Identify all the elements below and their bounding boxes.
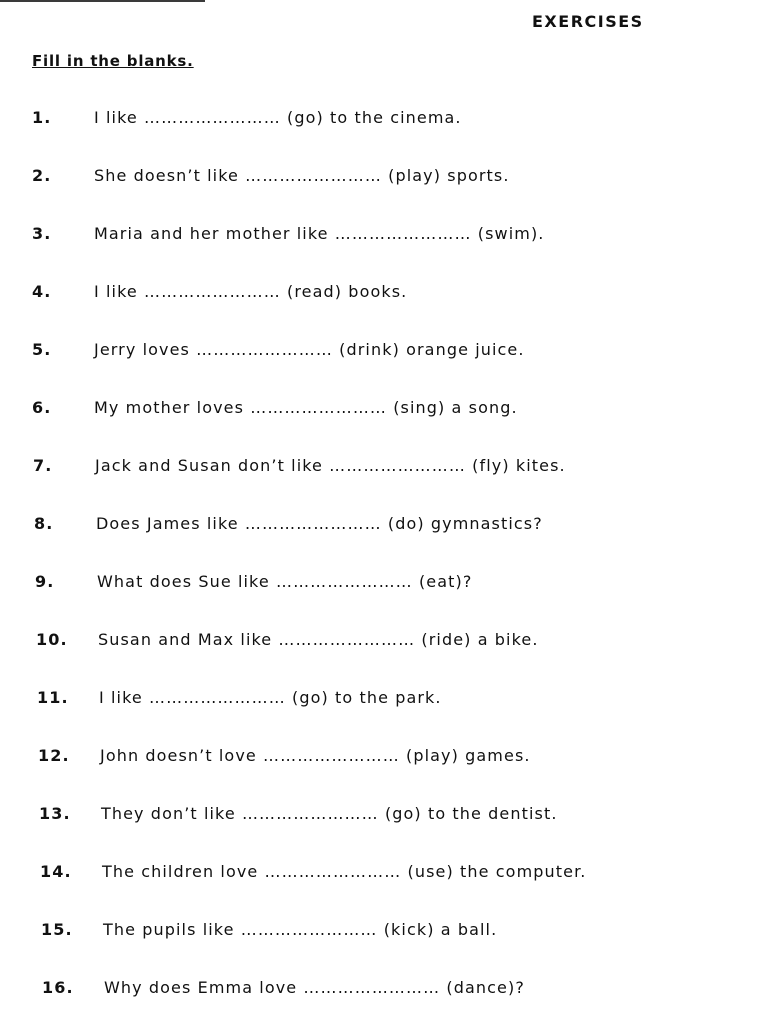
exercise-item <box>42 978 525 997</box>
exercise-sentence: My mother loves …………………… (sing) a song. <box>94 398 518 417</box>
exercise-item <box>35 572 472 591</box>
exercise-item <box>37 688 442 707</box>
page-heading: EXERCISES <box>532 12 644 31</box>
exercise-sentence: They don’t like …………………… (go) to the dentist. <box>101 804 558 823</box>
exercise-number: 14. <box>40 862 72 881</box>
exercise-number: 11. <box>37 688 69 707</box>
exercise-item <box>34 514 543 533</box>
exercise-item <box>36 630 539 649</box>
exercise-sentence: Jack and Susan don’t like …………………… (fly) kites. <box>95 456 566 475</box>
exercise-item <box>32 398 518 417</box>
exercise-sentence: The pupils like …………………… (kick) a ball. <box>103 920 498 939</box>
exercise-number: 9. <box>35 572 55 591</box>
exercise-item <box>40 862 586 881</box>
exercise-number: 4. <box>32 282 52 301</box>
exercise-item <box>41 920 497 939</box>
scan-edge-line <box>0 0 205 2</box>
exercise-sentence: Why does Emma love …………………… (dance)? <box>104 978 525 997</box>
exercise-number: 6. <box>32 398 52 417</box>
exercise-item <box>39 804 558 823</box>
exercise-number: 2. <box>32 166 52 185</box>
exercise-sentence: Maria and her mother like …………………… (swim). <box>94 224 545 243</box>
exercise-number: 3. <box>32 224 52 243</box>
exercise-number: 16. <box>42 978 74 997</box>
exercise-sentence: I like …………………… (go) to the cinema. <box>94 108 462 127</box>
exercise-number: 5. <box>32 340 52 359</box>
exercise-item <box>38 746 531 765</box>
exercise-sentence: I like …………………… (read) books. <box>94 282 408 301</box>
exercise-sentence: Susan and Max like …………………… (ride) a bike. <box>98 630 539 649</box>
exercise-sentence: What does Sue like …………………… (eat)? <box>97 572 473 591</box>
exercise-item <box>32 108 462 127</box>
exercise-sentence: Does James like …………………… (do) gymnastics? <box>96 514 543 533</box>
exercise-sentence: John doesn’t love …………………… (play) games. <box>100 746 531 765</box>
exercise-item <box>33 456 566 475</box>
exercise-number: 12. <box>38 746 70 765</box>
exercise-item <box>32 224 544 243</box>
exercise-number: 15. <box>41 920 73 939</box>
exercise-number: 8. <box>34 514 54 533</box>
exercise-item <box>32 282 407 301</box>
exercise-number: 1. <box>32 108 52 127</box>
exercise-sentence: She doesn’t like …………………… (play) sports. <box>94 166 510 185</box>
instruction-heading: Fill in the blanks. <box>32 52 194 70</box>
exercise-item <box>32 166 510 185</box>
exercise-number: 13. <box>39 804 71 823</box>
exercise-sentence: The children love …………………… (use) the computer. <box>102 862 587 881</box>
exercise-item <box>32 340 525 359</box>
exercise-number: 10. <box>36 630 68 649</box>
exercise-number: 7. <box>33 456 53 475</box>
exercise-sentence: I like …………………… (go) to the park. <box>99 688 442 707</box>
exercise-sentence: Jerry loves …………………… (drink) orange juice. <box>94 340 525 359</box>
